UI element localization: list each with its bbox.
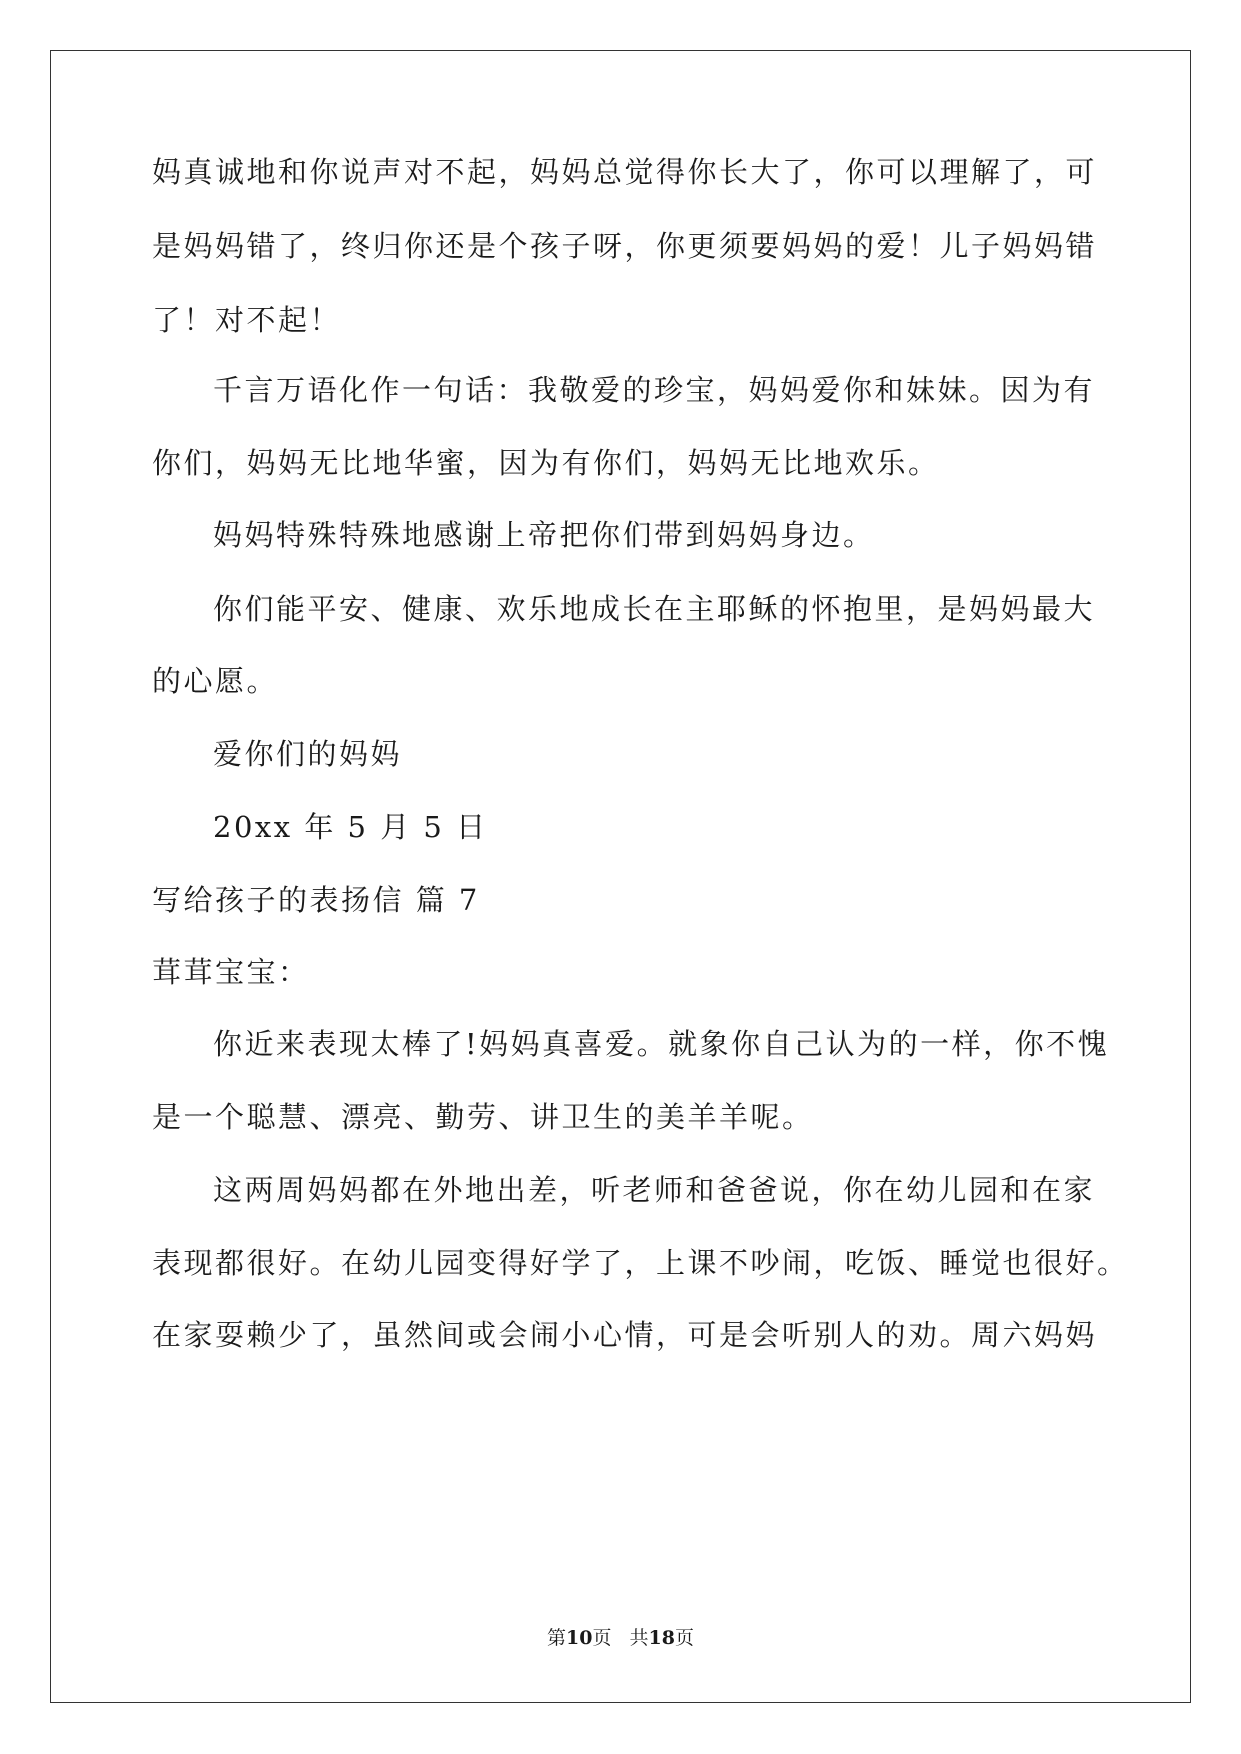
page-suffix: 页 <box>592 1627 612 1649</box>
text-line: 是妈妈错了，终归你还是个孩子呀，你更须要妈妈的爱！儿子妈妈错 <box>152 229 1098 263</box>
text-line: 了！对不起！ <box>152 303 342 337</box>
text-line: 这两周妈妈都在外地出差，听老师和爸爸说，你在幼儿园和在家 <box>213 1173 1096 1207</box>
page-total: 18 <box>648 1627 675 1649</box>
total-prefix: 共 <box>629 1627 649 1649</box>
text-line: 在家耍赖少了，虽然间或会闹小心情，可是会听别人的劝。周六妈妈 <box>152 1318 1098 1352</box>
text-line: 千言万语化作一句话：我敬爱的珍宝，妈妈爱你和妹妹。因为有 <box>213 373 1096 407</box>
page-prefix: 第 <box>547 1627 567 1649</box>
text-line: 你近来表现太棒了!妈妈真喜爱。就象你自己认为的一样，你不愧 <box>213 1027 1110 1061</box>
page-footer <box>0 1625 1241 1651</box>
text-line: 妈妈特殊特殊地感谢上帝把你们带到妈妈身边。 <box>213 518 875 552</box>
text-line: 是一个聪慧、漂亮、勤劳、讲卫生的美羊羊呢。 <box>152 1100 814 1134</box>
text-line: 妈真诚地和你说声对不起，妈妈总觉得你长大了，你可以理解了，可 <box>152 155 1098 189</box>
text-line: 你们能平安、健康、欢乐地成长在主耶稣的怀抱里，是妈妈最大 <box>213 592 1096 626</box>
page-border <box>50 50 1191 1703</box>
text-line: 的心愿。 <box>152 664 279 698</box>
page-current: 10 <box>566 1627 593 1649</box>
text-line: 表现都很好。在幼儿园变得好学了，上课不吵闹，吃饭、睡觉也很好。 <box>152 1246 1129 1280</box>
salutation-line: 茸茸宝宝： <box>152 955 310 989</box>
text-line: 你们，妈妈无比地华蜜，因为有你们，妈妈无比地欢乐。 <box>152 446 940 480</box>
signature-line: 爱你们的妈妈 <box>213 737 403 771</box>
section-title: 写给孩子的表扬信 篇 7 <box>152 883 480 917</box>
total-suffix: 页 <box>674 1627 694 1649</box>
date-line: 20xx 年 5 月 5 日 <box>213 810 488 844</box>
